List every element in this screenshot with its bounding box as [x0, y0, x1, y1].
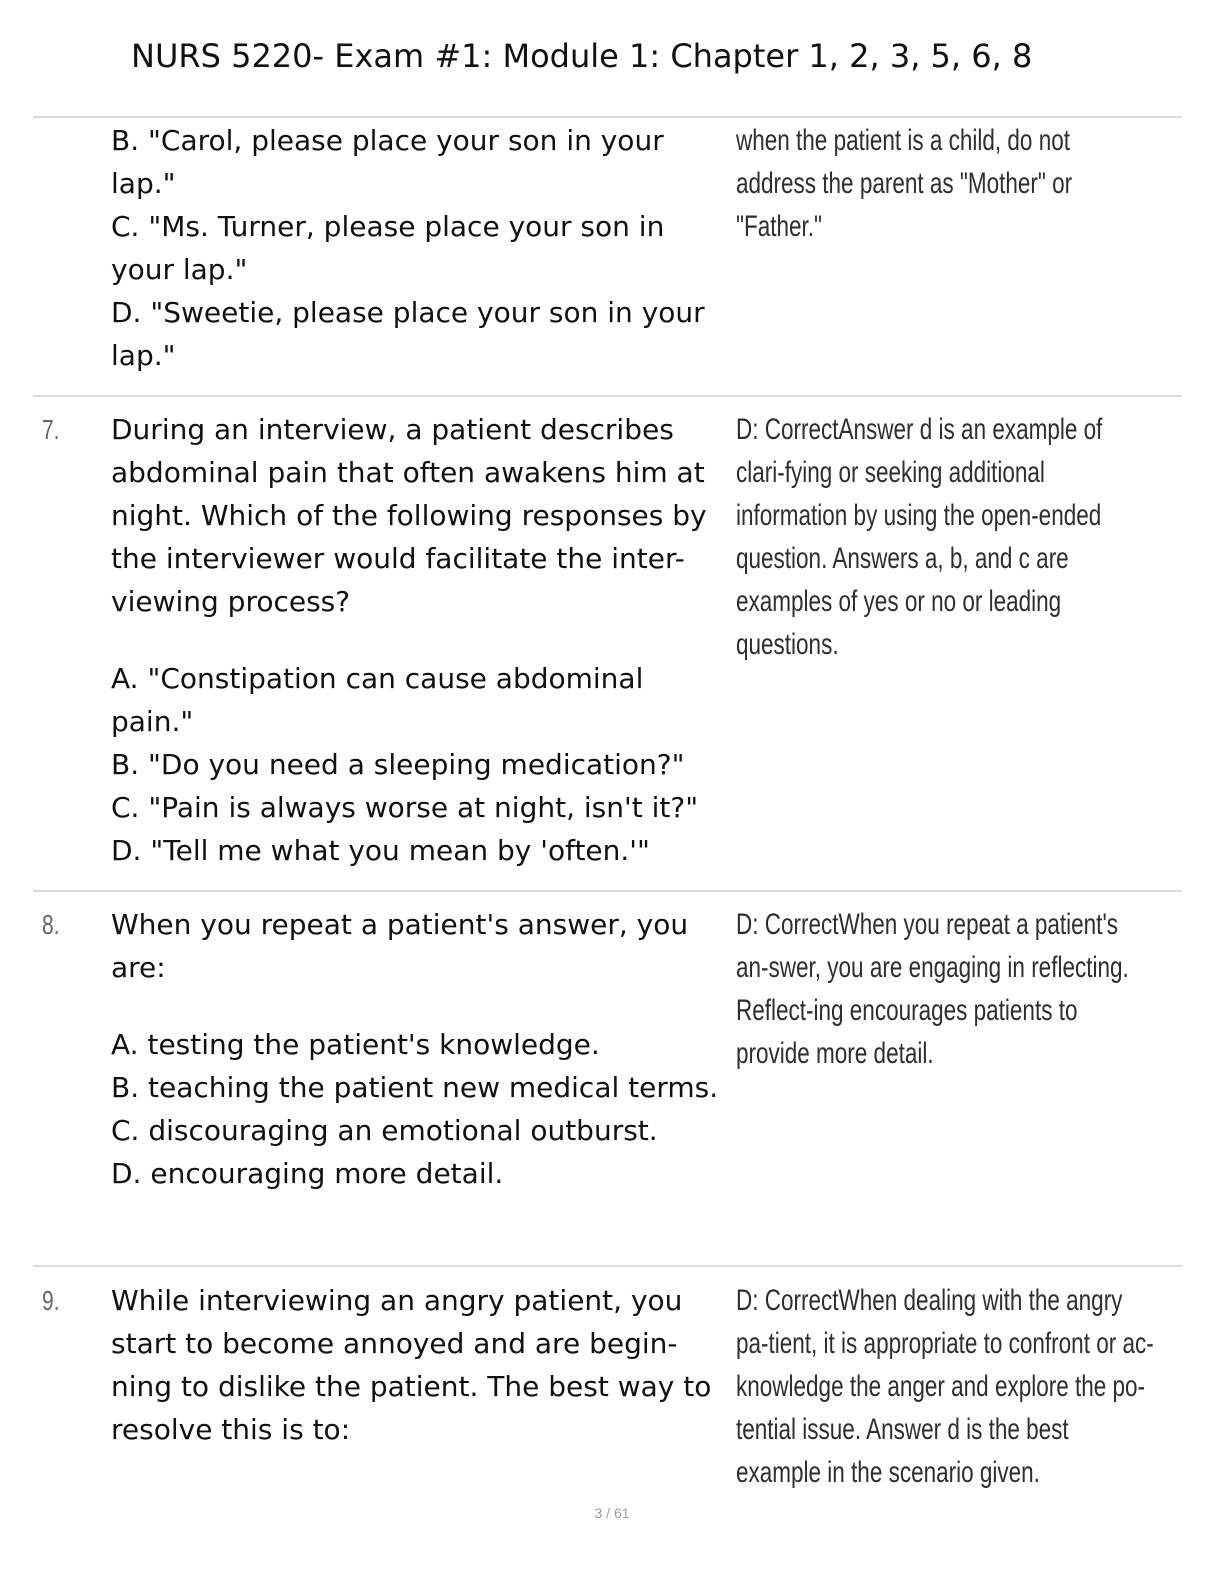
- option-c: C. discouraging an emotional outburst.: [111, 1114, 658, 1147]
- option-d: D. "Sweetie, please place your son in your lap.": [111, 296, 705, 372]
- question-7-body: [111, 408, 731, 872]
- divider: [33, 1265, 1182, 1267]
- answer-text: D: CorrectAnswer d is an example of clari-fying or seeking additional information by using the open-ended question. Answers a, b, and c are examples of yes or no or leading questions.: [736, 413, 1103, 661]
- question-9-body: [111, 1279, 731, 1451]
- question-6-answer: [736, 119, 1156, 248]
- answer-text: D: CorrectWhen dealing with the angry pa-tient, it is appropriate to confront or ac-knowledge the anger and explore the po-tential issue. Answer d is the best example in the scenario given.: [736, 1284, 1154, 1489]
- option-a: A. "Constipation can cause abdominal pain.": [111, 662, 644, 738]
- option-c: C. "Pain is always worse at night, isn't it?": [111, 791, 699, 824]
- option-c: C. "Ms. Turner, please place your son in your lap.": [111, 210, 665, 286]
- option-d: D. encouraging more detail.: [111, 1157, 504, 1190]
- option-b: B. teaching the patient new medical terms.: [111, 1071, 719, 1104]
- question-7-answer: [736, 408, 1156, 666]
- page-number: 3 / 61: [594, 1505, 630, 1521]
- page-title: NURS 5220- Exam #1: Module 1: Chapter 1, 2, 3, 5, 6, 8: [131, 37, 1033, 75]
- question-stem: When you repeat a patient's answer, you are:: [111, 908, 689, 984]
- question-8-answer: [736, 903, 1156, 1075]
- question-9-answer: [736, 1279, 1156, 1494]
- question-stem: While interviewing an angry patient, you start to become annoyed and are begin-ning to dislike the patient. The best way to resolve this is to:: [111, 1284, 712, 1446]
- answer-text: when the patient is a child, do not address the parent as "Mother" or "Father.": [736, 124, 1073, 243]
- question-number: 7.: [42, 414, 60, 445]
- option-d: D. "Tell me what you mean by 'often.'": [111, 834, 650, 867]
- question-stem: During an interview, a patient describes abdominal pain that often awakens him at night. Which of the following responses by the interviewer would facilitate the inter-viewing process?: [111, 413, 707, 618]
- question-number: 9.: [42, 1285, 60, 1316]
- option-a: A. testing the patient's knowledge.: [111, 1028, 600, 1061]
- option-b: B. "Carol, please place your son in your lap.": [111, 124, 664, 200]
- answer-text: D: CorrectWhen you repeat a patient's an-swer, you are engaging in reflecting. Reflect-ing encourages patients to provide more detail.: [736, 908, 1129, 1070]
- option-b: B. "Do you need a sleeping medication?": [111, 748, 685, 781]
- question-6-options: [111, 119, 731, 377]
- divider: [33, 116, 1182, 118]
- divider: [33, 395, 1182, 397]
- divider: [33, 890, 1182, 892]
- question-number: 8.: [42, 909, 60, 940]
- question-8-body: [111, 903, 731, 1195]
